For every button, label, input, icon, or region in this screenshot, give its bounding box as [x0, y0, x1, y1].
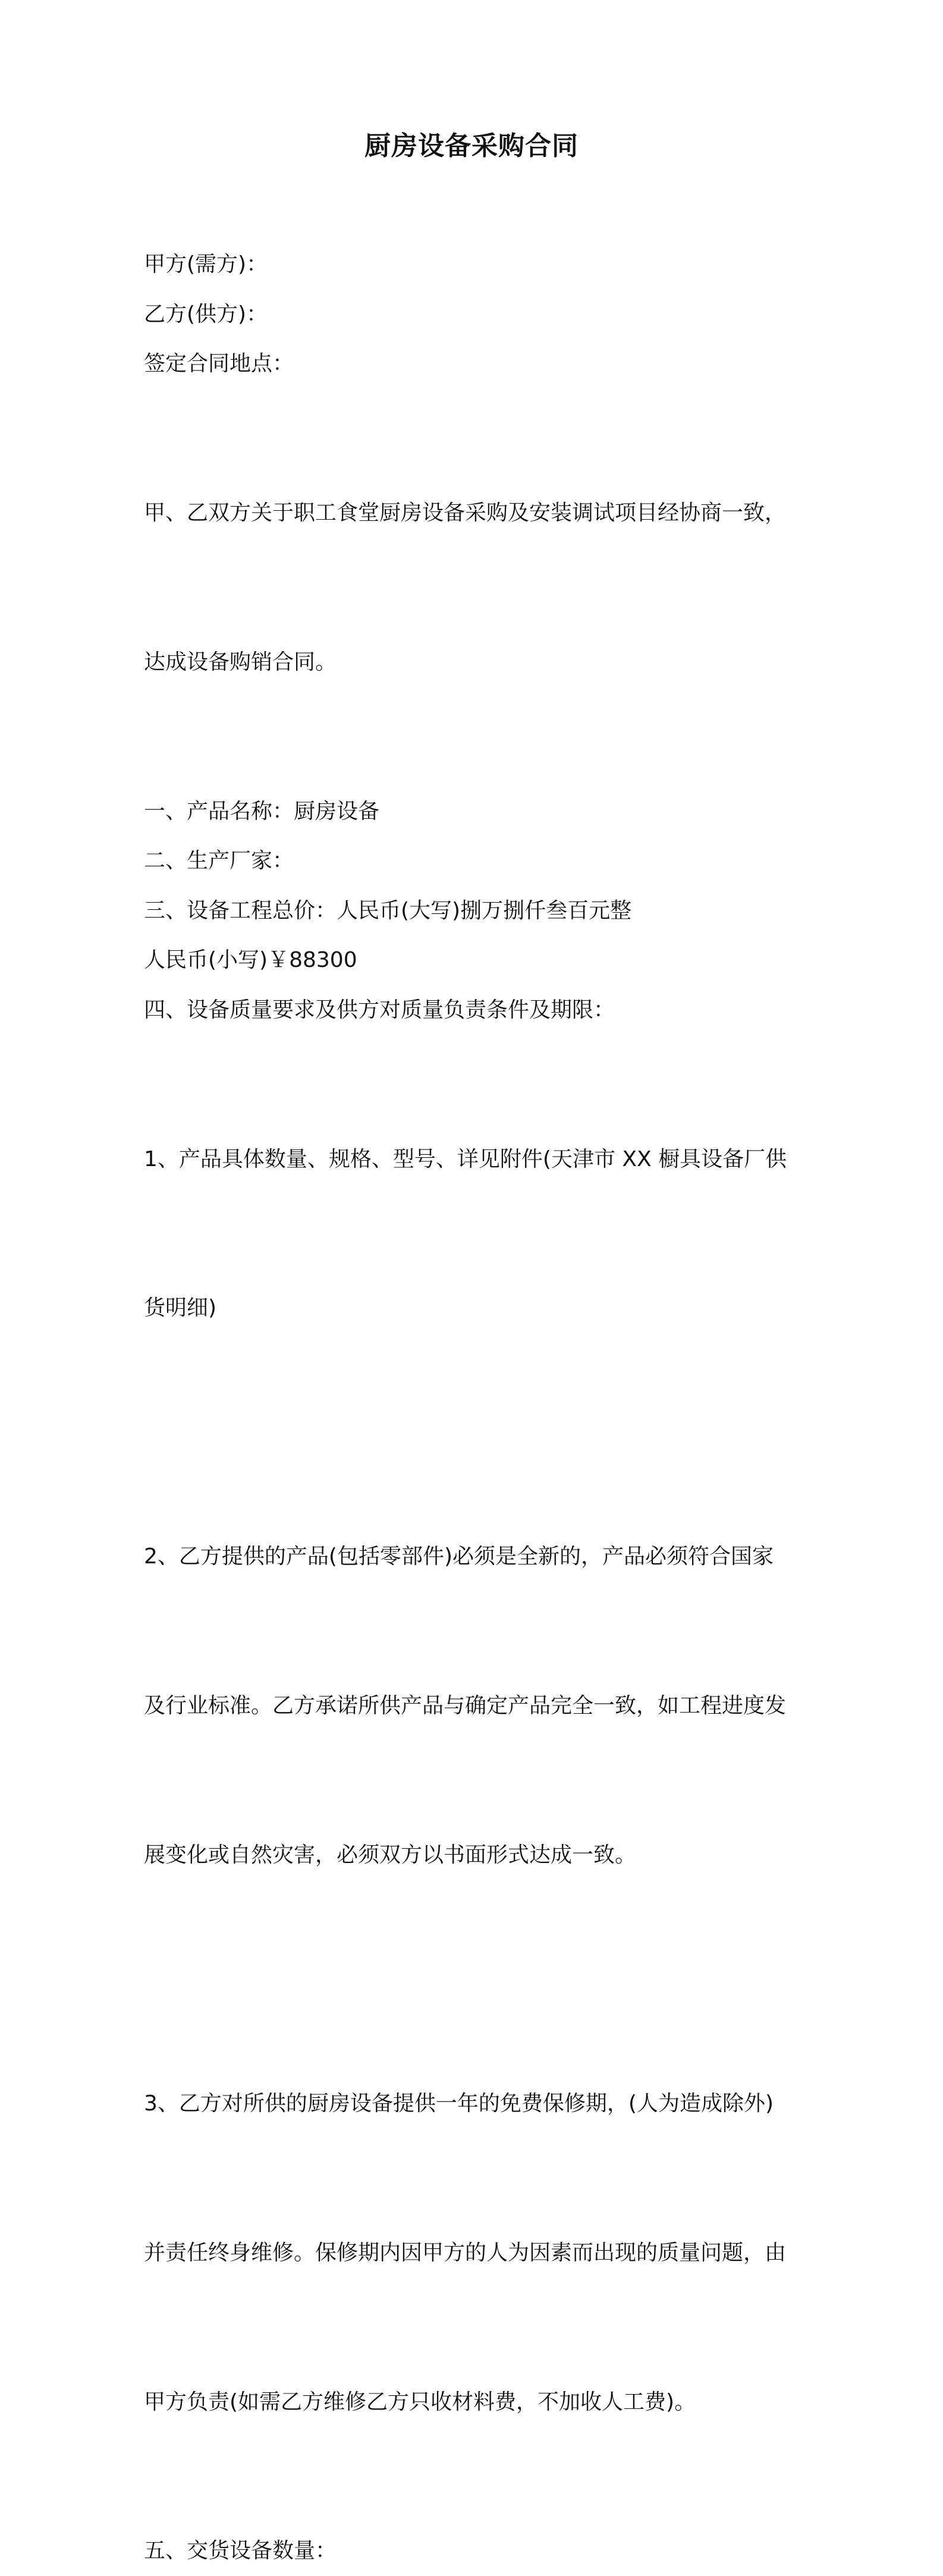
quality-item-3-line-2: 并责任终身维修。保修期内因甲方的人为因素而出现的质量问题，由 [144, 2240, 787, 2265]
intro-line-2: 达成设备购销合同。 [144, 649, 337, 674]
quality-item-1-line-1: 1、产品具体数量、规格、型号、详见附件(天津市 XX 橱具设备厂供 [144, 1146, 787, 1171]
section-quality-requirements: 四、设备质量要求及供方对质量负责条件及期限： [144, 997, 615, 1022]
quality-item-2-line-3: 展变化或自然灾害，必须双方以书面形式达成一致。 [144, 1843, 637, 1867]
quality-item-1-line-2: 货明细) [144, 1296, 217, 1321]
section-total-price: 三、设备工程总价：人民币(大写)捌万捌仟叁百元整 [144, 898, 632, 923]
document-body [144, 240, 810, 2576]
section-product-name: 一、产品名称：厨房设备 [144, 799, 380, 824]
quality-item-3 [144, 1980, 810, 2527]
amount-lowercase-line: 人民币(小写)￥88300 [144, 948, 357, 973]
quality-item-2-line-1: 2、乙方提供的产品(包括零部件)必须是全新的，产品必须符合国家 [144, 1544, 774, 1569]
party-a-line: 甲方(需方)： [144, 252, 268, 277]
signing-place-line: 签定合同地点： [144, 351, 294, 376]
quality-item-2 [144, 1432, 810, 1980]
quality-item-3-line-1: 3、乙方对所供的厨房设备提供一年的免费保修期，(人为造成除外) [144, 2091, 774, 2116]
section-delivery-quantity: 五、交货设备数量： [144, 2539, 337, 2564]
party-b-line: 乙方(供方)： [144, 301, 268, 326]
quality-item-1 [144, 1035, 810, 1433]
section-manufacturer: 二、生产厂家： [144, 849, 294, 874]
intro-line-1: 甲、乙双方关于职工食堂厨房设备采购及安装调试项目经协商一致， [144, 500, 787, 525]
quality-item-3-line-3: 甲方负责(如需乙方维修乙方只收材料费，不加收人工费)。 [144, 2389, 696, 2414]
document-title: 厨房设备采购合同 [364, 131, 579, 161]
intro-paragraph [144, 389, 810, 787]
quality-item-2-line-2: 及行业标准。乙方承诺所供产品与确定产品完全一致，如工程进度发 [144, 1694, 787, 1719]
